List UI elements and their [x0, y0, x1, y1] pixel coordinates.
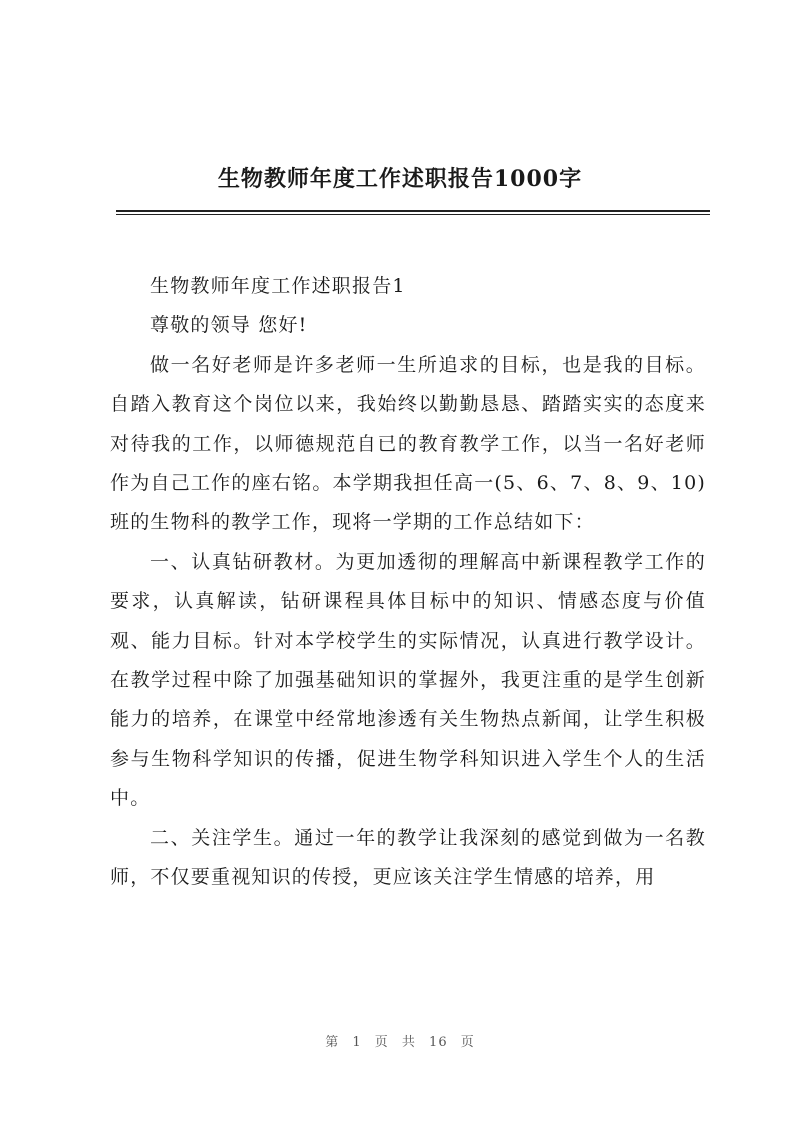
section-heading: 生物教师年度工作述职报告1 — [150, 275, 406, 297]
document-title: 生物教师年度工作述职报告1000字 — [217, 166, 583, 192]
title-divider-thin — [116, 214, 710, 215]
body-paragraph: 一、认真钻研教材。为更加透彻的理解高中新课程教学工作的要求，认真解读，钻研课程具体目标中的知识、情感态度与价值观、能力目标。针对本学校学生的实际情况，认真进行教学设计。在教学过程中除了加强基础知识的掌握外，我更注重的是学生创新能力的培养，在课堂中经常地渗透有关生物热点新闻，让学生积极参与生物科学知识的传播，促进生物学科知识进入学生个人的生活中。 — [110, 550, 706, 810]
document-body — [110, 267, 706, 898]
title-divider — [116, 210, 710, 212]
body-paragraph: 二、关注学生。通过一年的教学让我深刻的感觉到做为一名教师，不仅要重视知识的传授，更应该关注学生情感的培养，用 — [110, 826, 706, 889]
page-footer: 第 1 页 共 16 页 — [325, 1035, 475, 1050]
body-paragraph: 做一名好老师是许多老师一生所追求的目标，也是我的目标。自踏入教育这个岗位以来，我始终以勤勤恳恳、踏踏实实的态度来对待我的工作，以师德规范自已的教育教学工作，以当一名好老师作为自己工作的座右铭。本学期我担任高一(5、6、7、8、9、10)班的生物科的教学工作，现将一学期的工作总结如下： — [110, 353, 706, 534]
salutation: 尊敬的领导 您好! — [150, 314, 308, 337]
